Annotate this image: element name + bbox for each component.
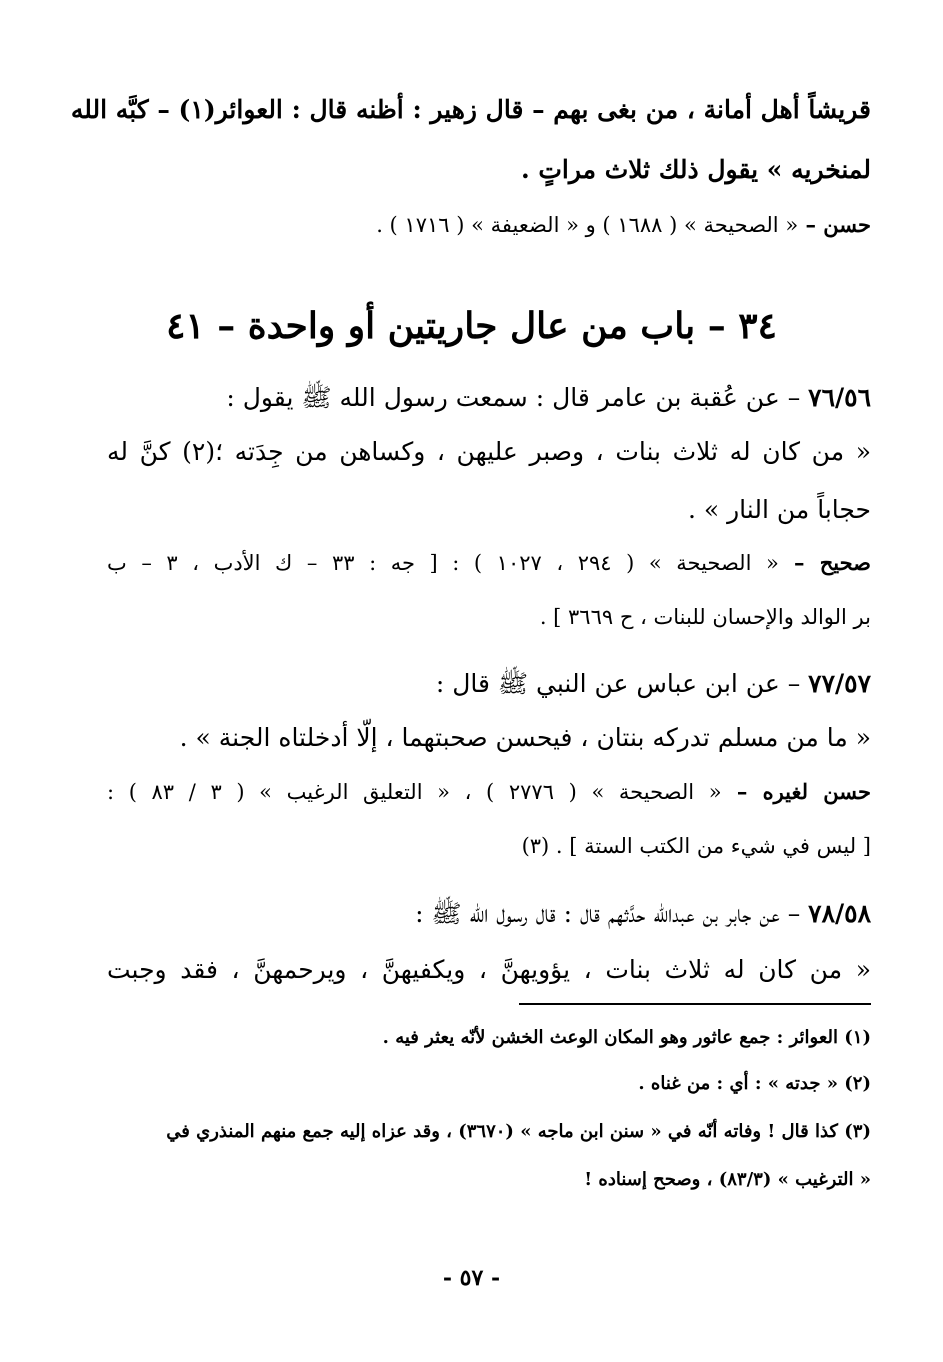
grade-label: صحيح – (778, 550, 871, 575)
grade-line (107, 205, 871, 245)
grade-text: « الصحيحة » ( ٢٧٧٦ ) ، « التعليق الرغيب » ( ٣ / ٨٣ ) : (107, 780, 722, 804)
hadith-58-text: « من كان له ثلاث بنات ، يؤويهنَّ ، ويكفيهنَّ ، ويرحمهنَّ ، فقد وجبت (107, 955, 871, 984)
hadith-57-grade (107, 772, 871, 812)
hadith-56-intro (107, 378, 871, 418)
hadith-text: – عن ابن عباس عن النبي ﷺ قال : (435, 669, 809, 698)
hadith-number: ٧٦/٥٦ (808, 383, 871, 412)
hadith-text: – عن عُقبة بن عامر قال : سمعت رسول الله ﷺ يقول : (226, 383, 809, 412)
grade-text: « الصحيحة » ( ٢٩٤ ، ١٠٢٧ ) : [ جه : ٣٣ – ك الأدب ، ٣ – ب (107, 551, 779, 575)
hadith-57-intro (107, 664, 871, 704)
hadith-56-text: حجاباً من النار » . (687, 495, 871, 524)
hadith-56-grade-cont: بر الوالد والإحسان للبنات ، ح ٣٦٦٩ ] . (539, 605, 871, 629)
footnote: (٢) « جدته » : أي : من غناه . (638, 1073, 871, 1094)
footnote: (١) العوائر : جمع عاثور وهو المكان الوعث الخشن لأنّه يعثر فيه . (382, 1027, 871, 1048)
footnote-divider (519, 1003, 871, 1005)
hadith-56-text: « من كان له ثلاث بنات ، وصبر عليهن ، وكساهن من جِدَته ؛(٢) كنَّ له (107, 437, 871, 466)
page-number: - ٥٧ - (442, 1265, 501, 1291)
grade-text: « الصحيحة » ( ١٦٨٨ ) و « الضعيفة » ( ١٧١٦ ) . (376, 213, 799, 237)
hadith-58-intro (107, 894, 871, 934)
hadith-56-grade (107, 543, 871, 583)
footnote: (٣) كذا قال ! وفاته أنّه في « سنن ابن ماجه » (٣٦٧٠) ، وقد عزاه إليه جمع منهم المنذري في (166, 1121, 871, 1142)
footnote: « الترغيب » (٨٣/٣) ، وصحح إسناده ! (584, 1169, 871, 1190)
text-line: قريشاً أهل أمانة ، من بغى بهم – قال زهير : أظنه قال : العوائر(١) – كبَّه الله (70, 95, 871, 124)
grade-label: حسن لغيره – (721, 779, 872, 804)
hadith-number: ٧٨/٥٨ (808, 899, 871, 928)
hadith-text: – عن جابر بن عبدالله حدَّثهم قال : قال رسول الله ﷺ : (415, 899, 809, 928)
hadith-57-grade-cont: [ ليس في شيء من الكتب الستة ] . (٣) (521, 834, 871, 858)
hadith-57-text: « ما من مسلم تدركه بنتان ، فيحسن صحبتهما ، إلّا أدخلتاه الجنة » . (179, 723, 871, 752)
grade-label: حسن – (798, 212, 871, 237)
chapter-heading: ٣٤ – باب من عال جاريتين أو واحدة – ٤١ (166, 305, 777, 347)
hadith-number: ٧٧/٥٧ (808, 669, 871, 698)
text-line: لمنخريه » يقول ذلك ثلاث مراتٍ . (520, 155, 871, 184)
